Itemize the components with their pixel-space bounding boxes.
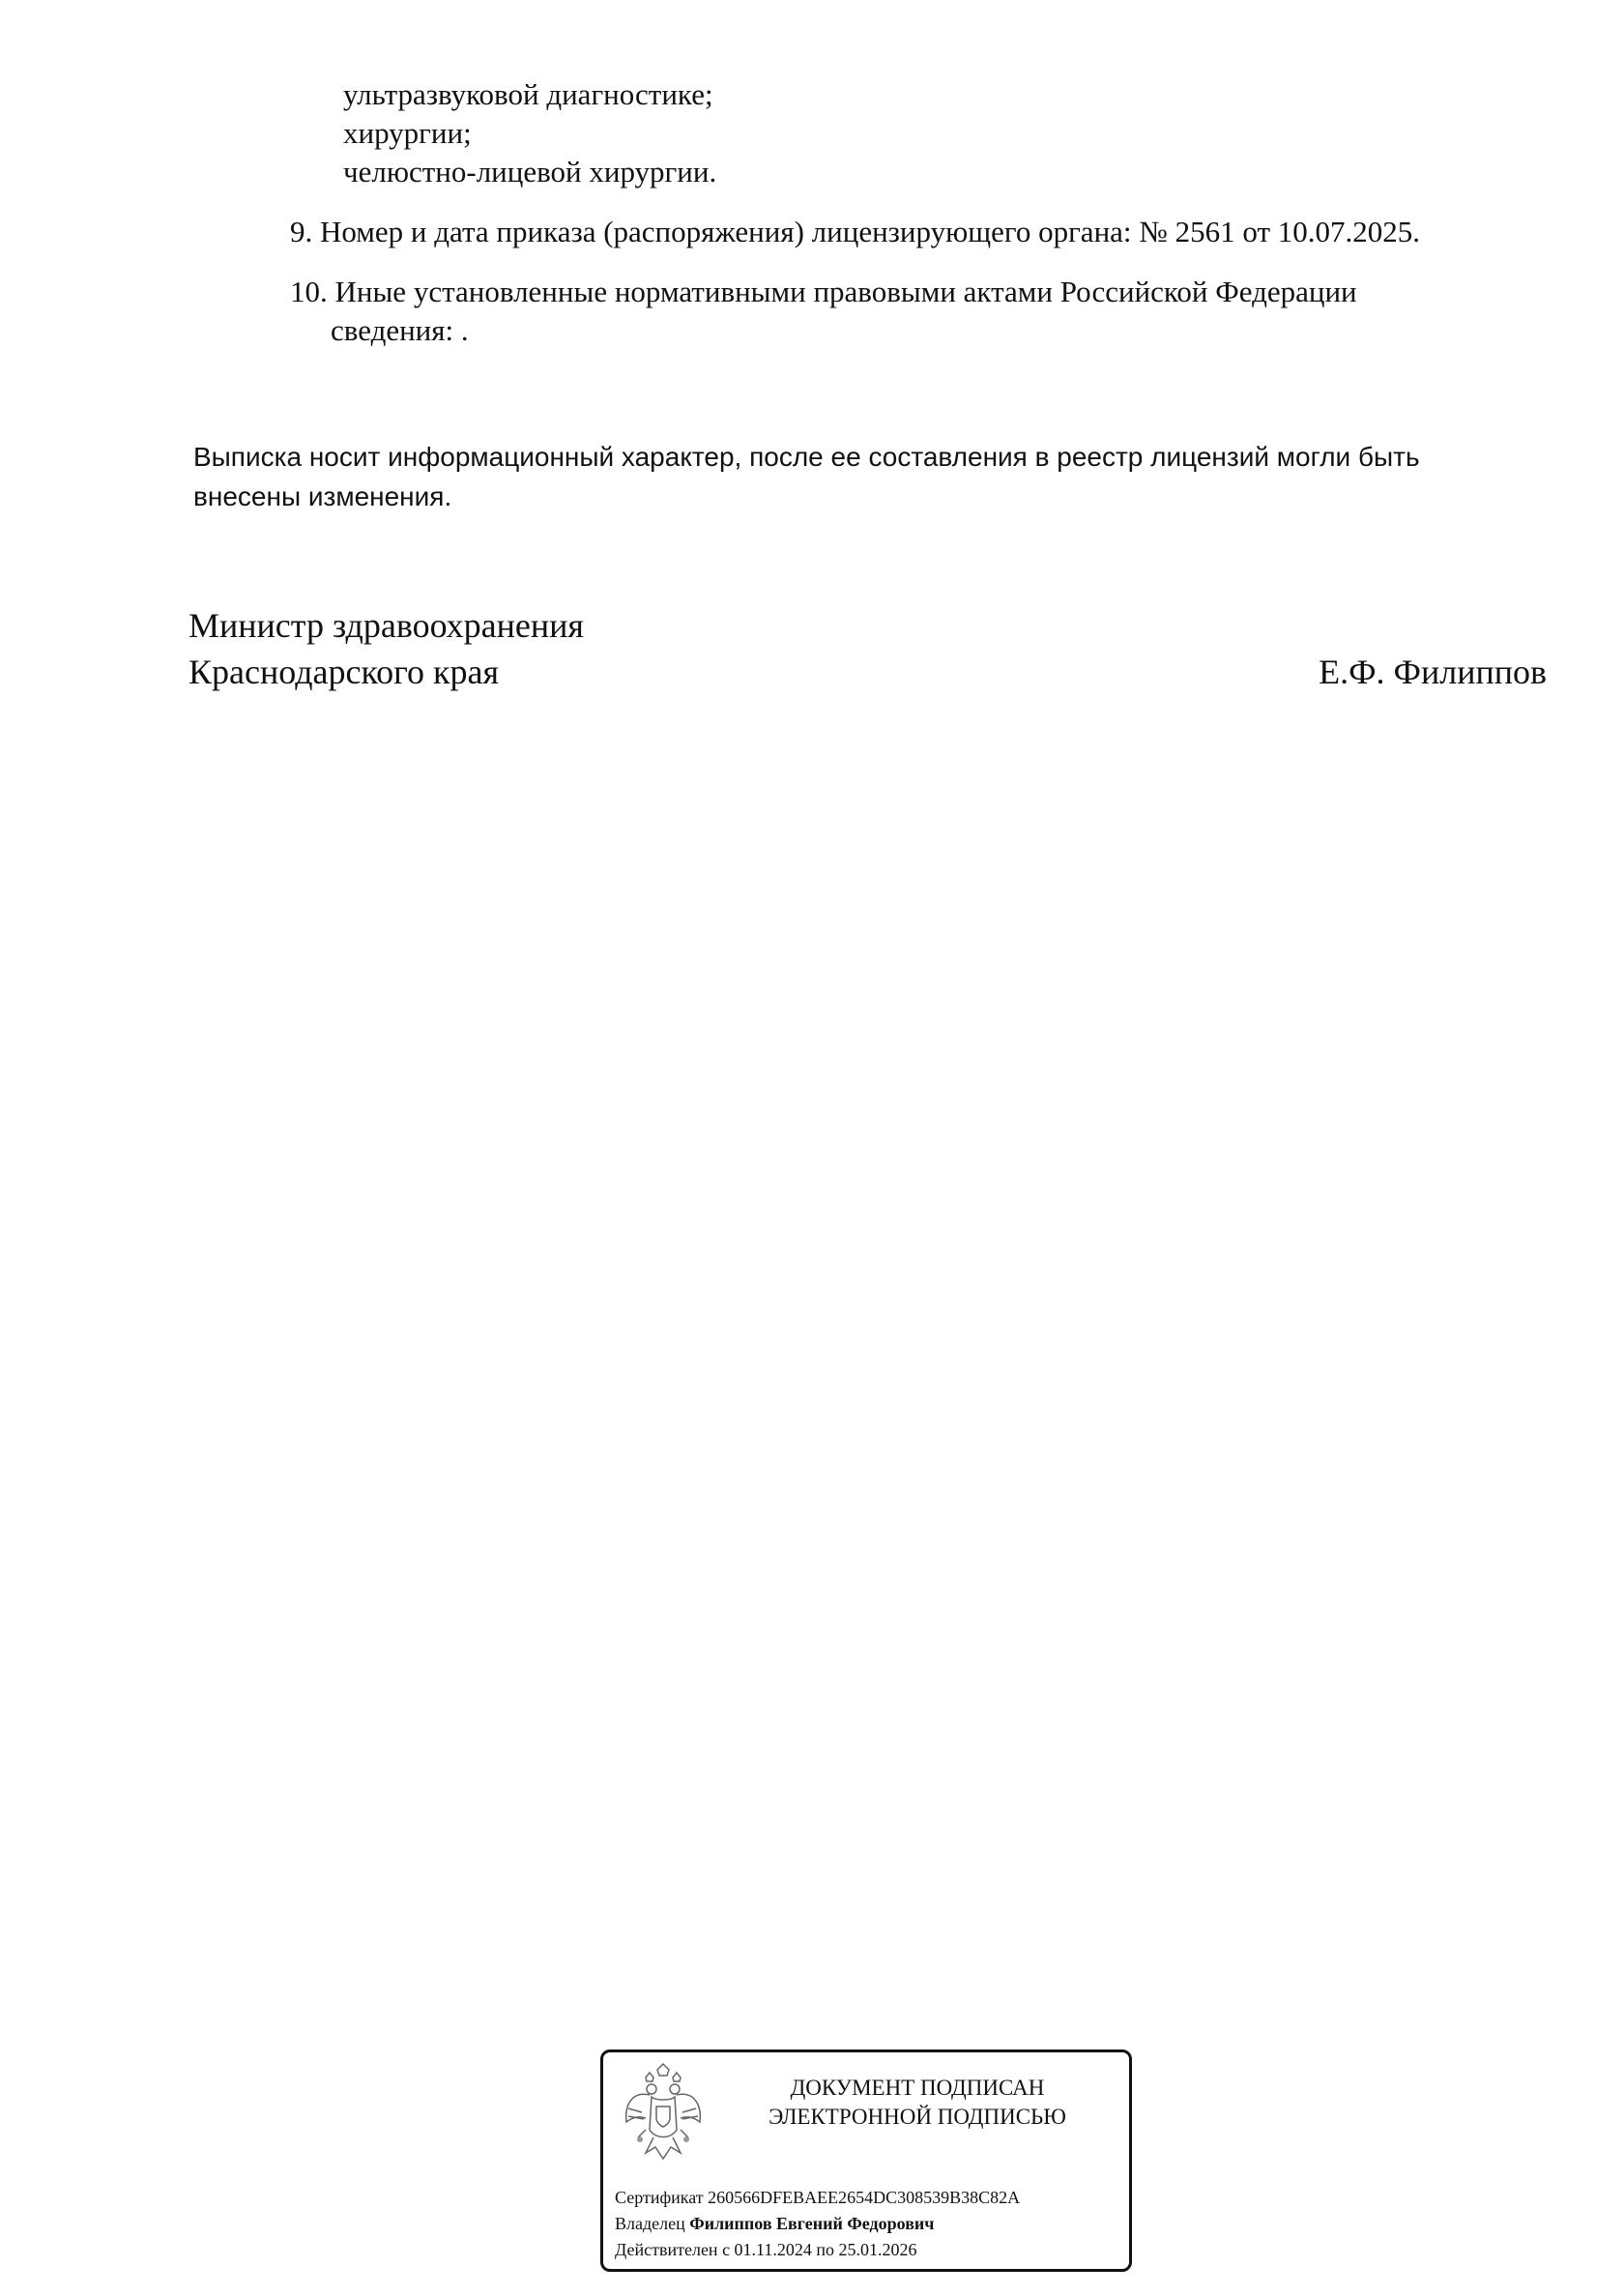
item-9 bbox=[290, 213, 1420, 251]
position-line1: Министр здравоохранения bbox=[188, 606, 584, 645]
certificate-row bbox=[615, 2185, 1020, 2211]
item-9-number: 9. bbox=[290, 215, 313, 248]
list-item: ультразвуковой диагностике; bbox=[343, 77, 713, 111]
certificate-value: 260566DFEBAEE2654DC308539B38C82A bbox=[708, 2188, 1021, 2207]
list-item: хирургии; bbox=[343, 116, 472, 150]
stamp-info bbox=[615, 2185, 1020, 2263]
activity-list bbox=[343, 75, 716, 191]
disclaimer-note bbox=[193, 437, 1566, 516]
stamp-title bbox=[724, 2074, 1111, 2132]
double-headed-eagle-icon bbox=[621, 2062, 706, 2163]
stamp-title-line1: ДОКУМЕНТ ПОДПИСАН bbox=[790, 2076, 1045, 2100]
item-10-number: 10. bbox=[290, 275, 328, 308]
owner-row bbox=[615, 2211, 1020, 2237]
list-item: челюстно-лицевой хирургии. bbox=[343, 155, 717, 189]
signatory-name: Е.Ф. Филиппов bbox=[1319, 653, 1547, 691]
position-line2: Краснодарского края bbox=[188, 653, 500, 691]
owner-label: Владелец bbox=[615, 2214, 685, 2233]
stamp-title-line2: ЭЛЕКТРОННОЙ ПОДПИСЬЮ bbox=[768, 2105, 1066, 2129]
item-9-text: Номер и дата приказа (распоряжения) лицензирующего органа: № 2561 от 10.07.2025. bbox=[320, 215, 1420, 248]
owner-value: Филиппов Евгений Федорович bbox=[689, 2214, 935, 2233]
disclaimer-line2: внесены изменения. bbox=[193, 481, 452, 511]
e-signature-stamp bbox=[600, 2049, 1132, 2272]
validity-row: Действителен с 01.11.2024 по 25.01.2026 bbox=[615, 2240, 917, 2259]
item-10-text-line1: Иные установленные нормативными правовыми актами Российской Федерации bbox=[334, 275, 1357, 308]
disclaimer-line1: Выписка носит информационный характер, после ее составления в реестр лицензий могли быть bbox=[193, 442, 1420, 472]
certificate-label: Сертификат bbox=[615, 2188, 704, 2207]
signatory-position bbox=[188, 602, 584, 695]
item-10-text-line2: сведения: . bbox=[331, 313, 469, 347]
item-10 bbox=[290, 273, 1357, 350]
